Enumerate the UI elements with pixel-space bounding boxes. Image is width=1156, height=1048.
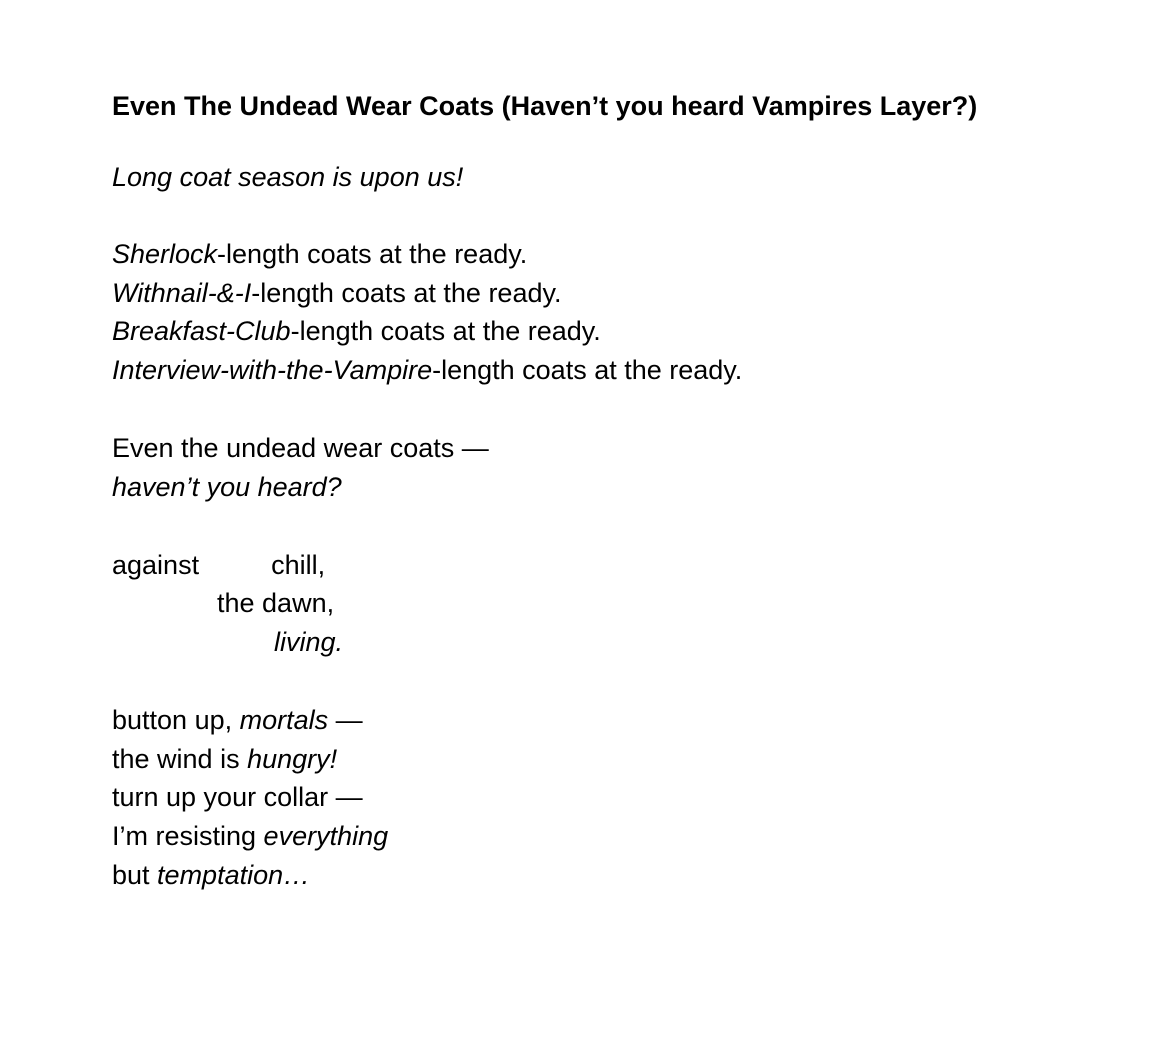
line-text: -length coats at the ready. bbox=[432, 355, 743, 385]
line-text: — bbox=[328, 705, 363, 735]
stanza4-line1 bbox=[112, 702, 363, 738]
film-title: Sherlock bbox=[112, 239, 218, 269]
stanza2-line1: Even the undead wear coats — bbox=[112, 433, 489, 463]
line-text: -length coats at the ready. bbox=[290, 316, 601, 346]
film-title: Withnail-&-I bbox=[112, 278, 252, 308]
stanza3-word-chill: chill, bbox=[271, 550, 326, 580]
stanza3-line2: the dawn, bbox=[217, 588, 335, 618]
stanza1-line bbox=[112, 236, 527, 272]
stanza1-line bbox=[112, 313, 601, 349]
stanza1-line bbox=[112, 352, 742, 388]
poem-title: Even The Undead Wear Coats (Haven’t you heard Vampires Layer?) bbox=[112, 91, 978, 121]
emphasis-text: temptation… bbox=[157, 860, 311, 890]
emphasis-text: everything bbox=[263, 821, 389, 851]
stanza3-line3: living. bbox=[274, 627, 344, 657]
line-text: the wind is bbox=[112, 744, 248, 774]
stanza4-line2 bbox=[112, 741, 337, 777]
stanza4-line5 bbox=[112, 857, 310, 893]
stanza4-line4 bbox=[112, 818, 388, 854]
stanza3-line1 bbox=[112, 547, 325, 583]
stanza3-word-against: against bbox=[112, 550, 200, 580]
emphasis-text: mortals bbox=[239, 705, 329, 735]
line-text: -length coats at the ready. bbox=[217, 239, 528, 269]
emphasis-text: hungry! bbox=[247, 744, 338, 774]
stanza4-line3: turn up your collar — bbox=[112, 782, 363, 812]
film-title: Breakfast-Club bbox=[112, 316, 291, 346]
line-text: I’m resisting bbox=[112, 821, 264, 851]
line-text: button up, bbox=[112, 705, 240, 735]
stanza1-line bbox=[112, 275, 561, 311]
line-text: -length coats at the ready. bbox=[251, 278, 562, 308]
intro-line: Long coat season is upon us! bbox=[112, 162, 464, 192]
line-text: but bbox=[112, 860, 158, 890]
stanza2-line2: haven’t you heard? bbox=[112, 472, 342, 502]
film-title: Interview-with-the-Vampire bbox=[112, 355, 433, 385]
